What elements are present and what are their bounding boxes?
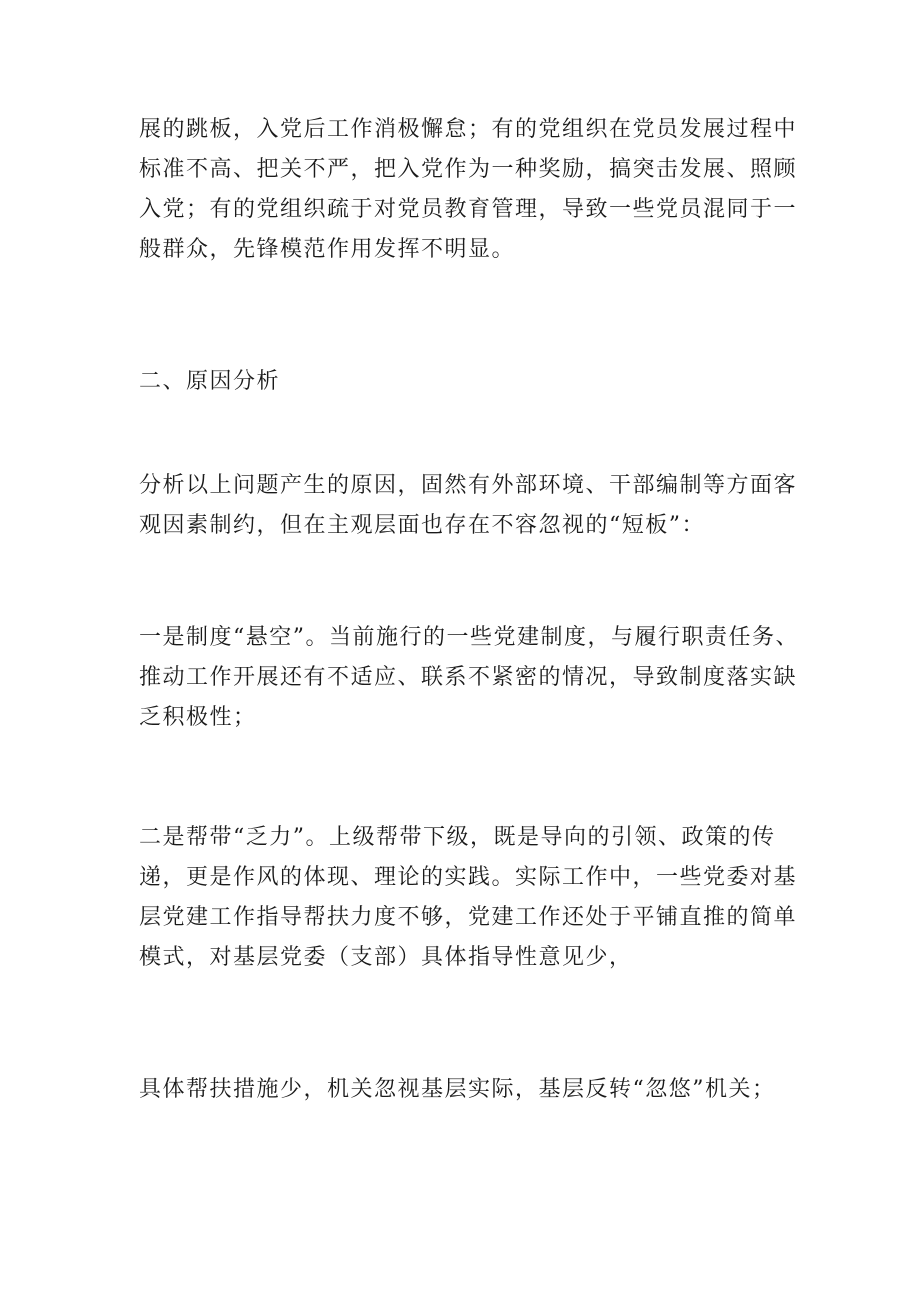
- text-line: 一是制度“悬空”。当前施行的一些党建制度，与履行职责任务、: [139, 625, 799, 650]
- paragraph-intro-continuation: [139, 110, 799, 270]
- heading-line: 二、原因分析: [139, 369, 281, 394]
- text-line: 分析以上问题产生的原因，固然有外部环境、干部编制等方面客: [139, 473, 798, 498]
- text-line: 般群众，先锋模范作用发挥不明显。: [139, 237, 516, 262]
- paragraph-analysis-intro: [139, 466, 799, 546]
- text-line: 观因素制约，但在主观层面也存在不容忽视的“短板”：: [139, 513, 705, 538]
- paragraph-point-two: [139, 818, 799, 978]
- text-line: 层党建工作指导帮扶力度不够，党建工作还处于平铺直推的简单: [139, 905, 798, 930]
- text-line: 递，更是作风的体现、理论的实践。实际工作中，一些党委对基: [139, 865, 798, 890]
- section-heading-cause-analysis: [139, 362, 799, 402]
- text-line: 具体帮扶措施少，机关忽视基层实际，基层反转“忽悠”机关；: [139, 1077, 776, 1102]
- text-line: 标准不高、把关不严，把入党作为一种奖励，搞突击发展、照顾: [139, 157, 798, 182]
- text-line: 推动工作开展还有不适应、联系不紧密的情况，导致制度落实缺: [139, 665, 798, 690]
- text-line: 展的跳板，入党后工作消极懈怠；有的党组织在党员发展过程中: [139, 117, 798, 142]
- text-line: 入党；有的党组织疏于对党员教育管理，导致一些党员混同于一: [139, 197, 798, 222]
- paragraph-point-one: [139, 618, 799, 738]
- text-line: 模式，对基层党委（支部）具体指导性意见少，: [139, 945, 633, 970]
- paragraph-point-two-continuation: [139, 1070, 799, 1110]
- text-line: 乏积极性；: [139, 705, 257, 730]
- text-line: 二是帮带“乏力”。上级帮带下级，既是导向的引领、政策的传: [139, 825, 776, 850]
